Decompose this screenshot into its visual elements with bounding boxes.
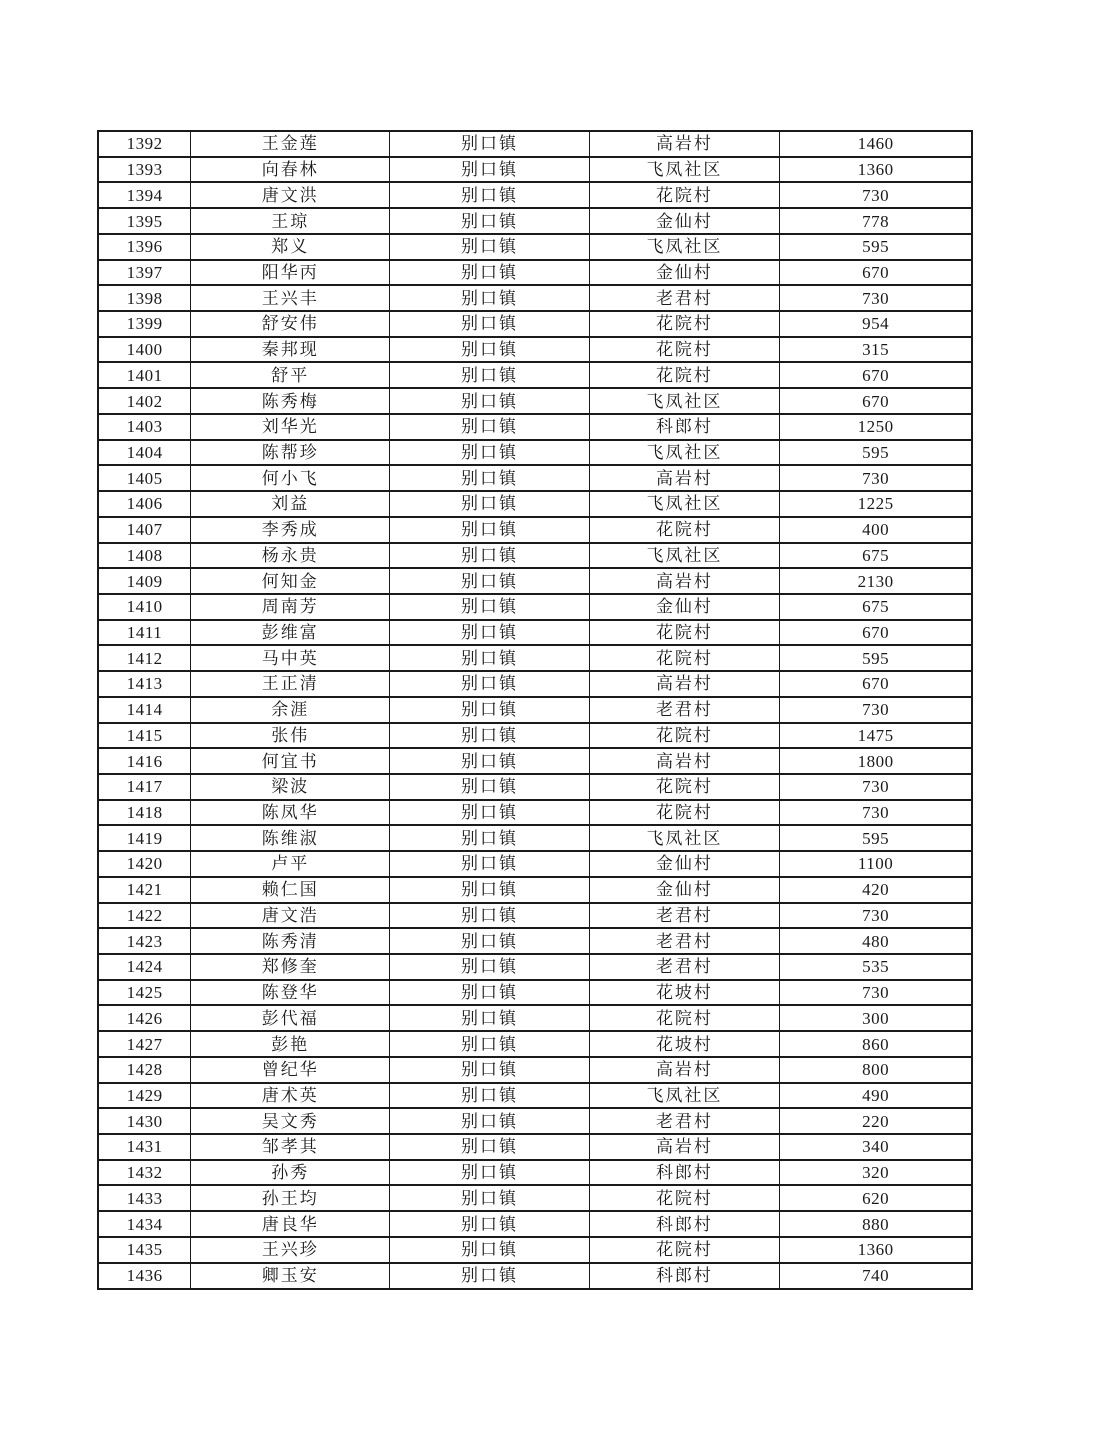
table-row	[98, 414, 972, 440]
amount-cell: 740	[780, 1263, 972, 1289]
town-cell: 别口镇	[390, 1263, 589, 1289]
amount-cell: 730	[780, 774, 972, 800]
amount-cell: 730	[780, 285, 972, 311]
town-cell: 别口镇	[390, 1160, 589, 1186]
name-cell: 卿玉安	[191, 1263, 390, 1289]
row-number-cell: 1398	[98, 285, 191, 311]
row-number-cell: 1393	[98, 157, 191, 183]
town-cell: 别口镇	[390, 208, 589, 234]
row-number-cell: 1420	[98, 851, 191, 877]
name-cell: 陈秀梅	[191, 388, 390, 414]
village-cell: 老君村	[589, 928, 780, 954]
town-cell: 别口镇	[390, 877, 589, 903]
amount-cell: 954	[780, 311, 972, 337]
table-row	[98, 182, 972, 208]
row-number-cell: 1431	[98, 1134, 191, 1160]
row-number-cell: 1394	[98, 182, 191, 208]
village-cell: 高岩村	[589, 748, 780, 774]
name-cell: 向春林	[191, 157, 390, 183]
village-cell: 花院村	[589, 311, 780, 337]
town-cell: 别口镇	[390, 1211, 589, 1237]
village-cell: 飞凤社区	[589, 388, 780, 414]
village-cell: 花院村	[589, 1237, 780, 1263]
village-cell: 高岩村	[589, 131, 780, 157]
row-number-cell: 1425	[98, 980, 191, 1006]
row-number-cell: 1424	[98, 954, 191, 980]
town-cell: 别口镇	[390, 1083, 589, 1109]
town-cell: 别口镇	[390, 543, 589, 569]
table-row	[98, 980, 972, 1006]
village-cell: 老君村	[589, 697, 780, 723]
table-row	[98, 800, 972, 826]
town-cell: 别口镇	[390, 851, 589, 877]
village-cell: 花院村	[589, 517, 780, 543]
row-number-cell: 1411	[98, 620, 191, 646]
name-cell: 曾纪华	[191, 1057, 390, 1083]
town-cell: 别口镇	[390, 337, 589, 363]
amount-cell: 620	[780, 1185, 972, 1211]
village-cell: 飞凤社区	[589, 234, 780, 260]
village-cell: 飞凤社区	[589, 1083, 780, 1109]
village-cell: 飞凤社区	[589, 491, 780, 517]
amount-cell: 315	[780, 337, 972, 363]
name-cell: 唐良华	[191, 1211, 390, 1237]
name-cell: 刘华光	[191, 414, 390, 440]
village-cell: 老君村	[589, 1108, 780, 1134]
row-number-cell: 1421	[98, 877, 191, 903]
village-cell: 金仙村	[589, 594, 780, 620]
table-row	[98, 697, 972, 723]
name-cell: 彭维富	[191, 620, 390, 646]
amount-cell: 595	[780, 440, 972, 466]
table-row	[98, 568, 972, 594]
name-cell: 张伟	[191, 723, 390, 749]
town-cell: 别口镇	[390, 388, 589, 414]
town-cell: 别口镇	[390, 1057, 589, 1083]
table-row	[98, 337, 972, 363]
row-number-cell: 1417	[98, 774, 191, 800]
row-number-cell: 1405	[98, 465, 191, 491]
row-number-cell: 1408	[98, 543, 191, 569]
village-cell: 金仙村	[589, 877, 780, 903]
row-number-cell: 1434	[98, 1211, 191, 1237]
name-cell: 赖仁国	[191, 877, 390, 903]
town-cell: 别口镇	[390, 1108, 589, 1134]
village-cell: 花院村	[589, 774, 780, 800]
table-row	[98, 1160, 972, 1186]
town-cell: 别口镇	[390, 1134, 589, 1160]
table-row	[98, 1083, 972, 1109]
amount-cell: 730	[780, 182, 972, 208]
village-cell: 飞凤社区	[589, 440, 780, 466]
table-row	[98, 1057, 972, 1083]
table-row	[98, 1185, 972, 1211]
village-cell: 飞凤社区	[589, 543, 780, 569]
village-cell: 花院村	[589, 645, 780, 671]
row-number-cell: 1433	[98, 1185, 191, 1211]
row-number-cell: 1392	[98, 131, 191, 157]
amount-cell: 595	[780, 234, 972, 260]
row-number-cell: 1400	[98, 337, 191, 363]
table-row	[98, 311, 972, 337]
row-number-cell: 1436	[98, 1263, 191, 1289]
amount-cell: 220	[780, 1108, 972, 1134]
amount-cell: 730	[780, 800, 972, 826]
village-cell: 花坡村	[589, 980, 780, 1006]
row-number-cell: 1399	[98, 311, 191, 337]
town-cell: 别口镇	[390, 131, 589, 157]
row-number-cell: 1426	[98, 1005, 191, 1031]
town-cell: 别口镇	[390, 903, 589, 929]
table-row	[98, 1108, 972, 1134]
amount-cell: 880	[780, 1211, 972, 1237]
town-cell: 别口镇	[390, 697, 589, 723]
row-number-cell: 1396	[98, 234, 191, 260]
table-row	[98, 1211, 972, 1237]
town-cell: 别口镇	[390, 1237, 589, 1263]
table-row	[98, 362, 972, 388]
row-number-cell: 1397	[98, 260, 191, 286]
village-cell: 花院村	[589, 620, 780, 646]
village-cell: 高岩村	[589, 1057, 780, 1083]
village-cell: 花院村	[589, 723, 780, 749]
table-row	[98, 903, 972, 929]
row-number-cell: 1435	[98, 1237, 191, 1263]
town-cell: 别口镇	[390, 954, 589, 980]
town-cell: 别口镇	[390, 568, 589, 594]
name-cell: 秦邦现	[191, 337, 390, 363]
town-cell: 别口镇	[390, 774, 589, 800]
village-cell: 金仙村	[589, 260, 780, 286]
table-row	[98, 543, 972, 569]
name-cell: 邹孝其	[191, 1134, 390, 1160]
village-cell: 花院村	[589, 800, 780, 826]
table-row	[98, 465, 972, 491]
name-cell: 陈凤华	[191, 800, 390, 826]
table-row	[98, 748, 972, 774]
amount-cell: 675	[780, 594, 972, 620]
amount-cell: 730	[780, 903, 972, 929]
table-row	[98, 1031, 972, 1057]
town-cell: 别口镇	[390, 517, 589, 543]
row-number-cell: 1404	[98, 440, 191, 466]
table-row	[98, 131, 972, 157]
village-cell: 科郎村	[589, 414, 780, 440]
amount-cell: 800	[780, 1057, 972, 1083]
row-number-cell: 1422	[98, 903, 191, 929]
name-cell: 陈登华	[191, 980, 390, 1006]
amount-cell: 860	[780, 1031, 972, 1057]
row-number-cell: 1428	[98, 1057, 191, 1083]
village-cell: 飞凤社区	[589, 825, 780, 851]
town-cell: 别口镇	[390, 491, 589, 517]
table-row	[98, 774, 972, 800]
name-cell: 王正清	[191, 671, 390, 697]
amount-cell: 670	[780, 388, 972, 414]
amount-cell: 1100	[780, 851, 972, 877]
town-cell: 别口镇	[390, 980, 589, 1006]
row-number-cell: 1415	[98, 723, 191, 749]
table-row	[98, 671, 972, 697]
name-cell: 舒平	[191, 362, 390, 388]
village-cell: 老君村	[589, 285, 780, 311]
row-number-cell: 1403	[98, 414, 191, 440]
name-cell: 何宜书	[191, 748, 390, 774]
row-number-cell: 1401	[98, 362, 191, 388]
amount-cell: 730	[780, 465, 972, 491]
name-cell: 马中英	[191, 645, 390, 671]
village-cell: 老君村	[589, 954, 780, 980]
table-row	[98, 723, 972, 749]
town-cell: 别口镇	[390, 1185, 589, 1211]
amount-cell: 535	[780, 954, 972, 980]
table-row	[98, 928, 972, 954]
name-cell: 阳华丙	[191, 260, 390, 286]
amount-cell: 595	[780, 645, 972, 671]
name-cell: 何知金	[191, 568, 390, 594]
table-row	[98, 388, 972, 414]
town-cell: 别口镇	[390, 645, 589, 671]
name-cell: 孙王均	[191, 1185, 390, 1211]
row-number-cell: 1413	[98, 671, 191, 697]
name-cell: 王琼	[191, 208, 390, 234]
table-row	[98, 594, 972, 620]
village-cell: 金仙村	[589, 208, 780, 234]
village-cell: 花院村	[589, 182, 780, 208]
amount-cell: 320	[780, 1160, 972, 1186]
row-number-cell: 1409	[98, 568, 191, 594]
village-cell: 飞凤社区	[589, 157, 780, 183]
amount-cell: 1250	[780, 414, 972, 440]
amount-cell: 490	[780, 1083, 972, 1109]
amount-cell: 480	[780, 928, 972, 954]
table-row	[98, 1263, 972, 1289]
table-row	[98, 285, 972, 311]
table-row	[98, 954, 972, 980]
village-cell: 高岩村	[589, 465, 780, 491]
row-number-cell: 1395	[98, 208, 191, 234]
town-cell: 别口镇	[390, 671, 589, 697]
table-row	[98, 208, 972, 234]
village-cell: 高岩村	[589, 1134, 780, 1160]
name-cell: 吴文秀	[191, 1108, 390, 1134]
town-cell: 别口镇	[390, 157, 589, 183]
amount-cell: 300	[780, 1005, 972, 1031]
amount-cell: 670	[780, 362, 972, 388]
name-cell: 唐文浩	[191, 903, 390, 929]
amount-cell: 1225	[780, 491, 972, 517]
row-number-cell: 1419	[98, 825, 191, 851]
village-cell: 老君村	[589, 903, 780, 929]
town-cell: 别口镇	[390, 311, 589, 337]
amount-cell: 2130	[780, 568, 972, 594]
town-cell: 别口镇	[390, 1031, 589, 1057]
town-cell: 别口镇	[390, 414, 589, 440]
name-cell: 李秀成	[191, 517, 390, 543]
name-cell: 郑修奎	[191, 954, 390, 980]
village-cell: 花院村	[589, 1005, 780, 1031]
name-cell: 彭艳	[191, 1031, 390, 1057]
amount-cell: 1460	[780, 131, 972, 157]
town-cell: 别口镇	[390, 1005, 589, 1031]
table-row	[98, 491, 972, 517]
amount-cell: 1360	[780, 157, 972, 183]
village-cell: 花院村	[589, 1185, 780, 1211]
row-number-cell: 1412	[98, 645, 191, 671]
table-row	[98, 260, 972, 286]
village-cell: 花院村	[589, 337, 780, 363]
village-cell: 科郎村	[589, 1160, 780, 1186]
amount-cell: 670	[780, 260, 972, 286]
village-cell: 科郎村	[589, 1211, 780, 1237]
amount-cell: 670	[780, 620, 972, 646]
row-number-cell: 1427	[98, 1031, 191, 1057]
row-number-cell: 1430	[98, 1108, 191, 1134]
name-cell: 唐文洪	[191, 182, 390, 208]
town-cell: 别口镇	[390, 182, 589, 208]
row-number-cell: 1423	[98, 928, 191, 954]
town-cell: 别口镇	[390, 234, 589, 260]
table-row	[98, 825, 972, 851]
table-row	[98, 517, 972, 543]
row-number-cell: 1429	[98, 1083, 191, 1109]
table-row	[98, 440, 972, 466]
town-cell: 别口镇	[390, 800, 589, 826]
name-cell: 王兴珍	[191, 1237, 390, 1263]
name-cell: 彭代福	[191, 1005, 390, 1031]
row-number-cell: 1402	[98, 388, 191, 414]
name-cell: 郑义	[191, 234, 390, 260]
name-cell: 舒安伟	[191, 311, 390, 337]
name-cell: 何小飞	[191, 465, 390, 491]
table-body	[98, 131, 972, 1289]
amount-cell: 340	[780, 1134, 972, 1160]
village-cell: 科郎村	[589, 1263, 780, 1289]
town-cell: 别口镇	[390, 620, 589, 646]
village-cell: 花坡村	[589, 1031, 780, 1057]
row-number-cell: 1406	[98, 491, 191, 517]
table-row	[98, 1237, 972, 1263]
table-row	[98, 877, 972, 903]
village-cell: 花院村	[589, 362, 780, 388]
name-cell: 王兴丰	[191, 285, 390, 311]
town-cell: 别口镇	[390, 260, 589, 286]
town-cell: 别口镇	[390, 825, 589, 851]
amount-cell: 778	[780, 208, 972, 234]
row-number-cell: 1414	[98, 697, 191, 723]
row-number-cell: 1432	[98, 1160, 191, 1186]
row-number-cell: 1418	[98, 800, 191, 826]
amount-cell: 400	[780, 517, 972, 543]
table-row	[98, 1005, 972, 1031]
amount-cell: 670	[780, 671, 972, 697]
name-cell: 余涯	[191, 697, 390, 723]
town-cell: 别口镇	[390, 285, 589, 311]
table-row	[98, 620, 972, 646]
name-cell: 卢平	[191, 851, 390, 877]
amount-cell: 730	[780, 980, 972, 1006]
name-cell: 陈维淑	[191, 825, 390, 851]
town-cell: 别口镇	[390, 440, 589, 466]
table-row	[98, 1134, 972, 1160]
name-cell: 王金莲	[191, 131, 390, 157]
row-number-cell: 1410	[98, 594, 191, 620]
row-number-cell: 1407	[98, 517, 191, 543]
amount-cell: 730	[780, 697, 972, 723]
table-row	[98, 234, 972, 260]
name-cell: 刘益	[191, 491, 390, 517]
table-row	[98, 645, 972, 671]
name-cell: 孙秀	[191, 1160, 390, 1186]
name-cell: 杨永贵	[191, 543, 390, 569]
town-cell: 别口镇	[390, 594, 589, 620]
row-number-cell: 1416	[98, 748, 191, 774]
amount-cell: 1360	[780, 1237, 972, 1263]
town-cell: 别口镇	[390, 928, 589, 954]
name-cell: 陈帮珍	[191, 440, 390, 466]
village-cell: 金仙村	[589, 851, 780, 877]
village-cell: 高岩村	[589, 568, 780, 594]
amount-cell: 595	[780, 825, 972, 851]
name-cell: 陈秀清	[191, 928, 390, 954]
village-cell: 高岩村	[589, 671, 780, 697]
amount-cell: 420	[780, 877, 972, 903]
name-cell: 唐术英	[191, 1083, 390, 1109]
beneficiary-table	[97, 130, 973, 1290]
amount-cell: 1475	[780, 723, 972, 749]
town-cell: 别口镇	[390, 465, 589, 491]
amount-cell: 675	[780, 543, 972, 569]
amount-cell: 1800	[780, 748, 972, 774]
table-row	[98, 157, 972, 183]
name-cell: 梁波	[191, 774, 390, 800]
town-cell: 别口镇	[390, 362, 589, 388]
name-cell: 周南芳	[191, 594, 390, 620]
table-row	[98, 851, 972, 877]
town-cell: 别口镇	[390, 748, 589, 774]
town-cell: 别口镇	[390, 723, 589, 749]
